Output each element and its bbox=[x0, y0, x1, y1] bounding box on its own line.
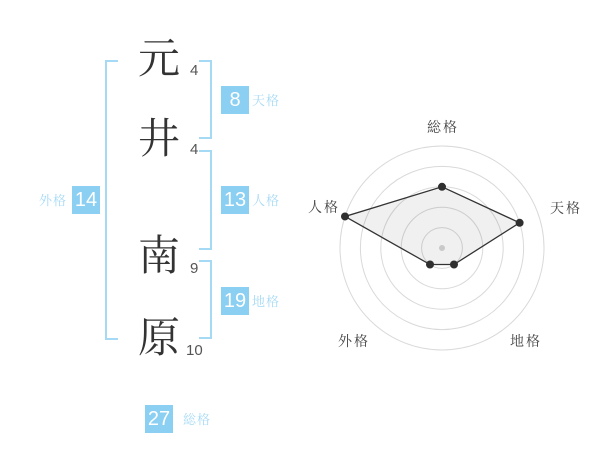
gaikaku-label: 外格 bbox=[39, 193, 68, 208]
radar-axis-gaikaku: 外格 bbox=[338, 333, 370, 349]
chikaku-bracket bbox=[199, 260, 212, 339]
radar-axis-soukaku: 総格 bbox=[427, 119, 459, 135]
name-character-3: 南 bbox=[137, 232, 180, 279]
jinkaku-bracket bbox=[199, 150, 212, 250]
tenkaku-bracket bbox=[199, 60, 212, 139]
stroke-count-4: 10 bbox=[186, 342, 203, 359]
stroke-count-3: 9 bbox=[190, 260, 199, 277]
soukaku-value-badge: 27 bbox=[145, 405, 173, 433]
chikaku-value-badge: 19 bbox=[221, 287, 249, 315]
name-character-2: 井 bbox=[137, 115, 180, 162]
stroke-count-2: 4 bbox=[190, 141, 199, 158]
jinkaku-value-badge: 13 bbox=[221, 186, 249, 214]
radar-axis-jinkaku: 人格 bbox=[308, 199, 340, 215]
gaikaku-bracket bbox=[105, 60, 118, 340]
soukaku-label: 総格 bbox=[183, 412, 212, 427]
tenkaku-value-badge: 8 bbox=[221, 86, 249, 114]
chikaku-label: 地格 bbox=[252, 294, 281, 309]
radar-axis-chikaku: 地格 bbox=[510, 333, 542, 349]
name-character-1: 元 bbox=[137, 35, 180, 82]
radar-axis-tenkaku: 天格 bbox=[550, 200, 582, 216]
tenkaku-label: 天格 bbox=[252, 93, 281, 108]
jinkaku-label: 人格 bbox=[252, 193, 281, 208]
gokaku-radar-chart bbox=[297, 103, 587, 393]
name-character-4: 原 bbox=[137, 314, 180, 361]
stroke-count-1: 4 bbox=[190, 62, 199, 79]
gaikaku-value-badge: 14 bbox=[72, 186, 100, 214]
